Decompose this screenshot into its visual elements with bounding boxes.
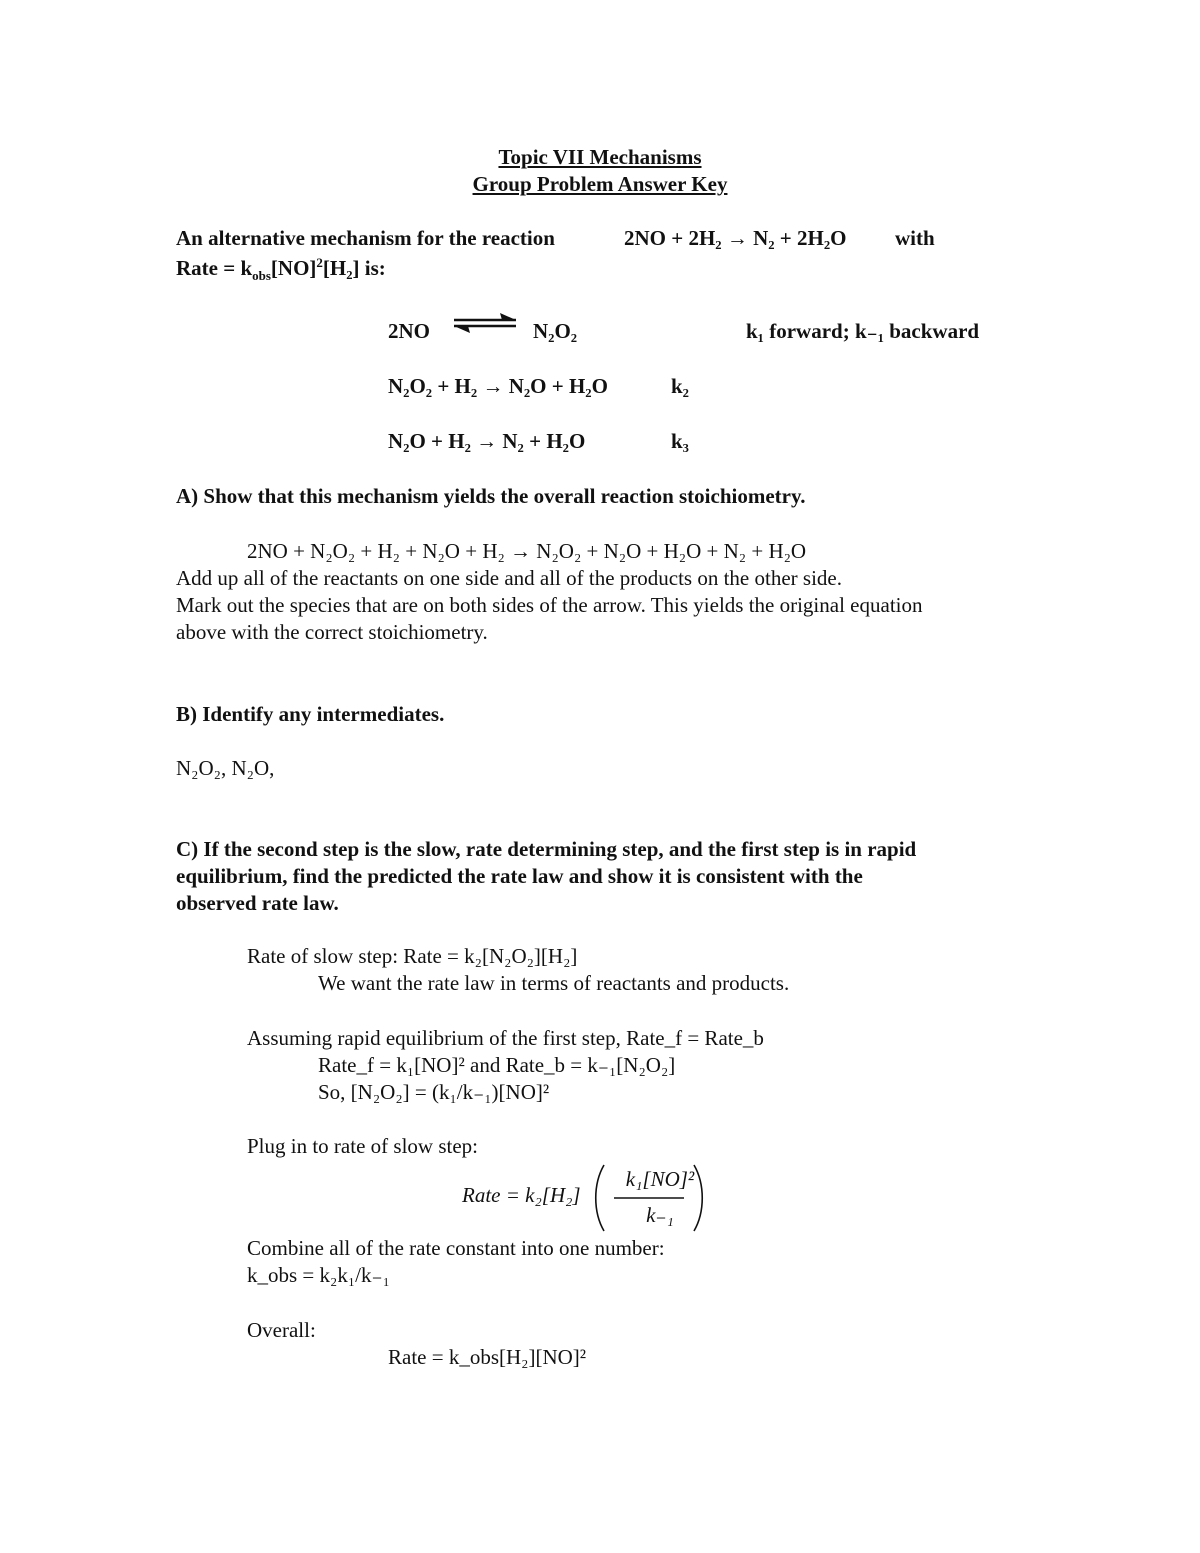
part-a-line1: Add up all of the reactants on one side and all of the products on the other side. <box>176 566 842 590</box>
step3-equation: N₂O + H₂ → N₂ + H₂O <box>388 429 586 453</box>
part-c-question-1: C) If the second step is the slow, rate determining step, and the first step is in rapid <box>176 837 917 861</box>
forward-backward-rates: Rate_f = k₁[NO]² and Rate_b = k₋₁[N₂O₂] <box>318 1053 676 1077</box>
part-c-question-3: observed rate law. <box>176 891 339 915</box>
step1-product: N₂O₂ <box>533 319 578 343</box>
step1-reactant: 2NO <box>388 319 430 343</box>
part-b-question: B) Identify any intermediates. <box>176 702 445 726</box>
step1-rate-constants: k₁ forward; k₋₁ backward <box>746 319 980 343</box>
intermediate-expression: So, [N₂O₂] = (k₁/k₋₁)[NO]² <box>318 1080 550 1104</box>
part-c-question-2: equilibrium, find the predicted the rate law and show it is consistent with the <box>176 864 863 888</box>
doc-title: Topic VII Mechanisms <box>498 145 702 169</box>
final-rate-law: Rate = k_obs[H₂][NO]² <box>388 1345 587 1369</box>
formula-lhs: Rate = k₂[H₂] <box>462 1183 581 1207</box>
combine-note: Combine all of the rate constant into one number: <box>247 1236 665 1260</box>
observed-rate-law: Rate = $k_{obs}[NO]^2[H_2]$ is: <box>176 255 386 284</box>
step2-constant: k₂ <box>671 374 689 398</box>
part-a-equation: 2NO + N₂O₂ + H₂ + N₂O + H₂ → N₂O₂ + N₂O + H₂O + N₂ + H₂O <box>247 539 807 563</box>
part-a-line3: above with the correct stoichiometry. <box>176 620 488 644</box>
intro-with: with <box>895 226 935 250</box>
part-a-line2: Mark out the species that are on both sides of the arrow. This yields the original equation <box>176 593 923 617</box>
step3-constant: k₃ <box>671 429 689 453</box>
want-note: We want the rate law in terms of reactants and products. <box>318 971 790 995</box>
part-a-question: A) Show that this mechanism yields the overall reaction stoichiometry. <box>176 484 806 508</box>
doc-subtitle: Group Problem Answer Key <box>472 172 728 196</box>
part-b-answer: N₂O₂, N₂O, <box>176 756 275 780</box>
plug-in-note: Plug in to rate of slow step: <box>247 1134 478 1158</box>
slow-step-rate: Rate of slow step: Rate = k₂[N₂O₂][H₂] <box>247 944 578 968</box>
assume-equilibrium: Assuming rapid equilibrium of the first step, Rate_f = Rate_b <box>247 1026 764 1050</box>
equilibrium-arrow-icon <box>452 312 518 334</box>
intro-text: An alternative mechanism for the reaction <box>176 226 555 250</box>
step2-equation: N₂O₂ + H₂ → N₂O + H₂O <box>388 374 608 398</box>
overall-label: Overall: <box>247 1318 316 1342</box>
overall-reaction: 2NO + 2H₂ → N₂ + 2H₂O <box>624 226 847 250</box>
kobs-expression: k_obs = k₂k₁/k₋₁ <box>247 1263 390 1287</box>
formula-denominator: k₋₁ <box>646 1203 674 1227</box>
formula-numerator: k₁[NO]² <box>625 1167 695 1191</box>
